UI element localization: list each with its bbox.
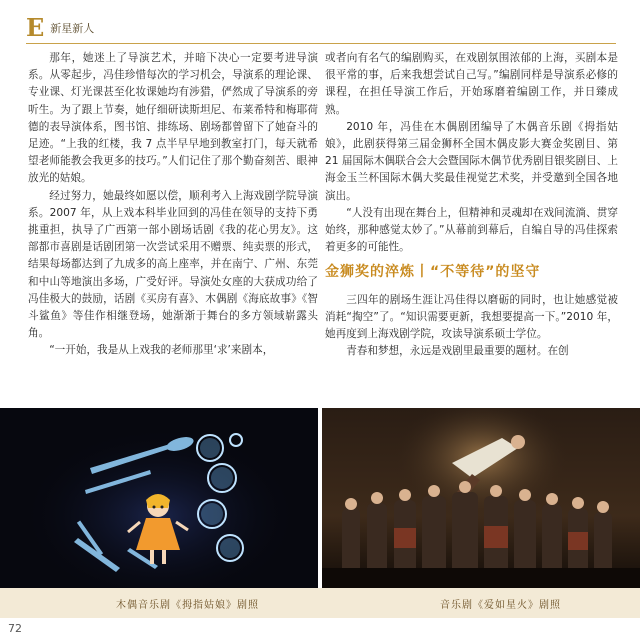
paragraph: “人没有出现在舞台上，但精神和灵魂却在戏间流淌、贯穿始终，那种感觉太妙了。”从幕前到幕后，自编自导的冯佳探索着更多的可能性。	[325, 206, 618, 254]
right-photo-caption: 音乐剧《爱如星火》剧照	[440, 600, 561, 611]
left-column	[28, 50, 318, 360]
paragraph: “一开始，我是从上戏我的老师那里‘求’来剧本，	[49, 344, 274, 357]
paragraph: 或者向有名气的编剧购买，在戏剧氛围浓郁的上海，买剧本是很平常的事，后来我想尝试自己写。”编剧同样是导演系必修的课程，在担任导演工作后，开始琢磨着编剧工作，并日臻成熟。	[325, 52, 618, 116]
paragraph: 那年，她迷上了导演艺术，并暗下决心一定要考进导演系。从零起步，冯佳珍惜每次的学习机会，导演系的理论课、专业课、灯光课甚至化妆课她均有涉猎，俨然成了导演系的旁听生。为了跟上节奏，她仔细研读斯坦尼、布莱希特和梅耶荷德的表导演体系，图书馆、排练场、剧场都曾留下了她奋斗的足迹。“上我的红楼，我 7 点半早早地到教室打门，每天就希望老师能教会我更多的技巧。”人们记住了那个勤奋刻苦、眼神放光的姑娘。	[28, 52, 318, 185]
section-subheading: 金狮奖的淬炼丨“不等待”的坚守	[325, 264, 541, 281]
paragraph: 2010 年，冯佳在木偶剧团编导了木偶音乐剧《拇指姑娘》，此剧获得第三届金狮杯全国木偶皮影大赛金奖剧目、第 21 届国际木偶联合会大会暨国际木偶节优秀剧目银奖剧目、上海金玉兰杯国际木偶大奖最佳视觉艺术奖，并受邀到全国各地演出。	[325, 120, 618, 202]
page-header	[26, 14, 94, 42]
puppet-musical-photo	[0, 408, 318, 588]
section-name: 新星新人	[50, 22, 95, 35]
paragraph: 三四年的剧场生涯让冯佳得以磨砺的同时，也让她感觉被消耗“掏空”了。“知识需要更新，我想要提高一下。”2010 年，她再度到上海戏剧学院，攻读导演系硕士学位。	[325, 293, 618, 341]
section-letter: E	[26, 13, 45, 42]
musical-stage-photo	[322, 408, 640, 588]
page-number: 72	[8, 622, 22, 635]
left-photo-caption: 木偶音乐剧《拇指姑娘》剧照	[116, 600, 259, 611]
paragraph: 青春和梦想，永远是戏剧里最重要的题材。在创	[346, 345, 569, 358]
right-column	[325, 50, 618, 360]
header-rule	[26, 43, 616, 44]
paragraph: 经过努力，她最终如愿以偿，顺利考入上海戏剧学院导演系。2007 年，从上戏本科毕业回到的冯佳在领导的支持下勇挑重担，执导了广西第一部小剧场话剧《我的花心男友》。这部都市喜剧是话剧团第一次尝试采用不赠票、纯卖票的形式，结果每场都达到了九成多的高上座率，并在南宁、广州、东莞和中山等地演出多场，广受好评。导演处女座的大获成功给了冯佳极大的鼓励，话剧《买房有喜》、木偶剧《海底故事》《智斗鲨鱼》等佳作相继登场，她渐渐于舞台的多方领域崭露头角。	[28, 189, 318, 340]
